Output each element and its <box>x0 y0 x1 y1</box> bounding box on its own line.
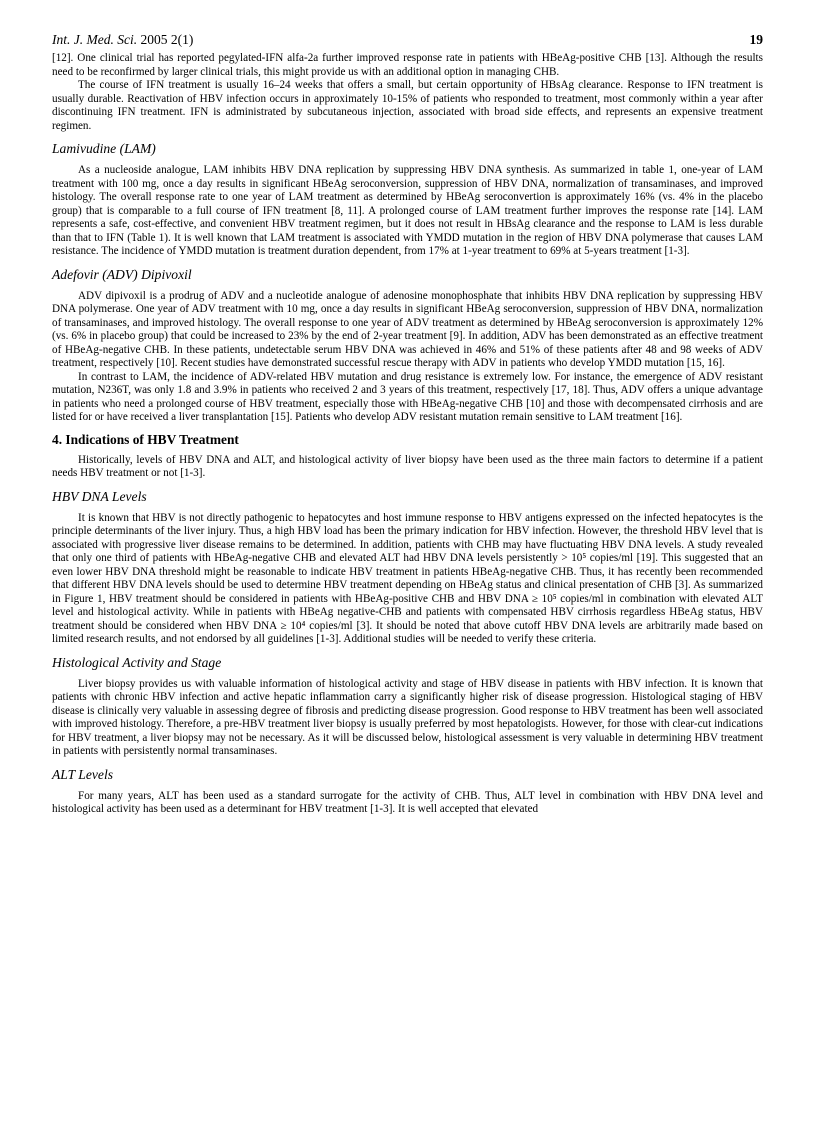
subsection-heading: HBV DNA Levels <box>52 488 147 504</box>
subsection-heading: Lamivudine (LAM) <box>52 141 156 156</box>
subsection-heading: ALT Levels <box>52 766 114 782</box>
subsection-heading: Adefovir (ADV) Dipivoxil <box>52 266 192 282</box>
body-paragraph: Historically, levels of HBV DNA and ALT, and histological activity of liver biopsy have been used as the three main factors to determine if a patient needs HBV treatment or not [1-3]. <box>52 453 763 479</box>
page-number: 19 <box>749 32 763 47</box>
journal-citation <box>52 32 193 48</box>
body-paragraph: Liver biopsy provides us with valuable information of histological activity and stage of HBV disease in patients with HBV infection. It is known that patients with chronic HBV infection and active hepatic inflammation carry a significantly higher risk of disease progression. Histological staging of HBV disease is clinically very valuable in assessing degree of fibrosis and predicting disease progression. Good response to HBV treatment has been well associated with improved histology. Therefore, a pre-HBV treatment liver biopsy is usually preferred by most hepatologists. However, for those with clear-cut indications for HBV treatment, a liver biopsy may not be necessary. As it will be discussed below, histological assessment is very valuable in determining HBV treatment in patients with persistently normal transaminases. <box>52 677 763 757</box>
article-body <box>52 52 763 817</box>
running-header <box>52 32 763 50</box>
body-paragraph: ADV dipivoxil is a prodrug of ADV and a nucleotide analogue of adenosine monophosphate that inhibits HBV DNA replication by suppressing HBV DNA polymerase. One year of ADV treatment with 10 mg, once a day results in significant HBeAg seroconversion, suppression of HBV DNA, normalization of transaminases, and improved histology. The overall response to one year of ADV treatment as determined by HBeAg seroconversion is approximately 12% (vs. 6% in placebo group) that could be increased to 23% by the end of 2-year treatment [9]. In addition, ADV has been demonstrated as an effective treatment of HBeAg-negative CHB. In these patients, undetectable serum HBV DNA was achieved in 46% and 51% of these patients after 48 and 98 weeks of ADV treatment, respectively [10]. Recent studies have demonstrated successful rescue therapy with ADV in patients who develop YMDD mutation [15, 16]. <box>52 289 763 369</box>
body-paragraph: [12]. One clinical trial has reported pegylated-IFN alfa-2a further improved response rate in patients with HBeAg-positive CHB [13]. Although the results need to be reconfirmed by larger clinical trials, this might provide us with an additional option in managing CHB. <box>52 52 763 78</box>
body-paragraph: In contrast to LAM, the incidence of ADV-related HBV mutation and drug resistance is extremely low. For instance, the emergence of ADV resistant mutation, N236T, was only 1.8 and 3.9% in patients who received 2 and 3 years of this treatment, respectively [17, 18]. Thus, ADV offers a unique advantage in patients who need a prolonged course of HBV treatment, especially those with HBeAg-negative CHB [10] and those with decompensated cirrhosis and are listed for or have received a liver transplantation [15]. Patients who develop ADV resistant mutation remain sensitive to LAM treatment [16]. <box>52 370 763 423</box>
body-paragraph: As a nucleoside analogue, LAM inhibits HBV DNA replication by suppressing HBV DNA synthesis. As summarized in table 1, one-year of LAM treatment with 100 mg, once a day results in significant HBeAg seroconversion, suppression of HBV DNA, normalization of transaminases, and improved histology. The overall response rate to one year of LAM treatment as determined by HBeAg seroconvertion is approximately 16% (vs. 4% in the placebo group) that is comparable to a full course of IFN treatment [8, 11]. A prolonged course of LAM treatment further improves the response rate [14]. LAM represents a safe, cost-effective, and convenient HBV treatment regimen, but it does not result in HBsAg clearance and the response to LAM is less durable than that to IFN (Table 1). It is well known that LAM treatment is associated with YMDD mutation in the region of HBV DNA polymerase that causes LAM resistance. The incidence of YMDD mutation is treatment duration dependent, from 17% at 1-year treatment to 69% at 5-years treatment [1-3]. <box>52 164 763 257</box>
page <box>52 32 763 817</box>
journal-year-volume: 2005 2(1) <box>137 32 194 47</box>
journal-name: Int. J. Med. Sci. <box>52 32 138 47</box>
subsection-heading: Histological Activity and Stage <box>52 654 222 670</box>
body-paragraph: It is known that HBV is not directly pathogenic to hepatocytes and host immune response to HBV antigens expressed on the infected hepatocytes is the principle determinants of the liver injury. Thus, a high HBV load has been the primary indication for HBV infection. However, the threshold HBV level that is associated with progressive liver disease remains to be determined. In addition, patients with CHB may have fluctuating HBV DNA levels. A study revealed that only one third of patients with HBeAg-negative CHB and elevated ALT had HBV DNA levels persistently > 10⁵ copies/ml [19]. This suggested that an even lower HBV DNA threshold might be reasonable to indicate HBV treatment in patients HBeAg-negative CHB. Thus, it has recently been recommended that different HBV DNA levels should be used to determine HBV treatment depending on HBeAg status and clinical presentation of CHB [3]. As summarized in Figure 1, HBV treatment should be considered in patients with HBeAg-positive CHB and HBV DNA ≥ 10⁵ copies/ml in combination with elevated ALT level and histological activity. While in patients with HBeAg negative-CHB and patients with compensated HBV cirrhosis regardless HBeAg status, HBV treatment should be considered when HBV DNA ≥ 10⁴ copies/ml [3]. It should be noted that above cutoff HBV DNA levels are arbitrarily made based on limited research results, and not endorsed by all guidelines [1-3]. Additional studies will be needed to verify these criteria. <box>52 511 763 645</box>
body-paragraph: For many years, ALT has been used as a standard surrogate for the activity of CHB. Thus, ALT level in combination with HBV DNA level and histological activity has been used as a determinant for HBV treatment [1-3]. It is well accepted that elevated <box>52 789 763 815</box>
body-paragraph: The course of IFN treatment is usually 16–24 weeks that offers a small, but certain opportunity of HBsAg clearance. Response to IFN treatment is usually durable. Reactivation of HBV infection occurs in approximately 10-15% of patients who responded to treatment, most commonly within a year after discontinuing IFN treatment. IFN is administrated by subcutaneous injection, associated with broad side effects, and represents an expensive treatment regimen. <box>52 79 763 132</box>
section-heading: 4. Indications of HBV Treatment <box>52 431 239 447</box>
